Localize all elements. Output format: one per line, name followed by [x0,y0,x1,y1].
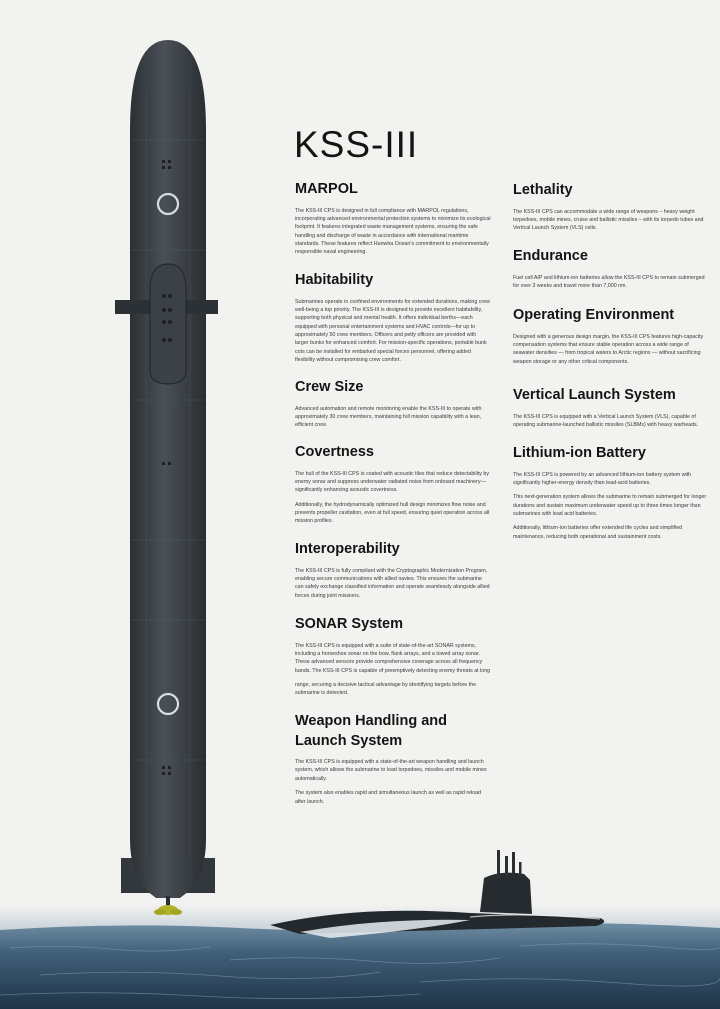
section-heading: Crew Size [295,379,364,395]
section-marpol [295,180,491,263]
section-paragraph: The KSS-III CPS is powered by an advanced lithium-ion battery system with significantly higher-energy density than lead-acid batteries. [513,471,692,486]
section-interoperability [295,540,491,606]
section-paragraph: Additionally, lithium-ion batteries offer extended life cycles and simplified maintenance, reducing both operational and sustainment costs. [513,525,683,540]
section-paragraph: The KSS-III CPS is designed in full compliance with MARPOL regulations, incorporating advanced environmental protection systems to minimize its ecological footprint. It features integrated waste management systems, ensuring the safe handling and discharge of waste in accordance with international maritime standards. These features reflect Hanwha Ocean's commitment to environmentally responsible naval engineering. [295,207,491,256]
section-paragraph: The KSS-III CPS can accommodate a wide range of weapons – heavy weight torpedoes, mobile mines, cruise and ballistic missiles – with its torpedo tubes and Vertical Launch System (VLS) cells. [513,208,704,232]
section-paragraph: The system also enables rapid and simultaneous launch as well as rapid reload after launch. [295,790,482,805]
section-covertness [295,443,491,532]
section-heading: Weapon Handling and Launch System [295,713,447,749]
section-paragraph: range, securing a decisive tactical advantage by identifying targets before the submarine is detected. [295,682,477,697]
section-weapon-handling [295,712,487,812]
section-heading: Lithium-ion Battery [513,445,646,461]
section-heading: Vertical Launch System [513,387,676,403]
section-heading: Endurance [513,248,588,264]
section-paragraph: The hull of the KSS-III CPS is coated with acoustic tiles that reduce detectability by enemy sonar and suppress underwater radiated noise from onboard machinery—significantly enhancing acoustic covertness. [295,470,490,494]
section-lethality [513,181,708,239]
section-heading: Covertness [295,444,374,460]
section-paragraph: Additionally, the hydrodynamically optimized hull design minimizes flow noise and prevents propeller cavitation, even at full speed, ensuring quiet operation across all mission profiles. [295,501,490,525]
section-paragraph: The KSS-III CPS is equipped with a suite of state-of-the-art SONAR systems, including a horseshoe sonar on the bow, flank arrays, and a towed array sonar. These advanced sensors provide comprehensive coverage across all frequency bands. The KSS-III CPS is capable of preemptively detecting enemy threats at long [295,642,491,674]
section-habitability [295,271,491,370]
propeller-icon [154,896,182,915]
section-paragraph: Designed with a generous design margin, the KSS-III CPS features high-capacity compensation systems that ensure stable operation across a wide range of seawater densities — from tropical waters to Arctic regions — without sacrificing weapon storage or any other critical components. [513,333,704,365]
section-heading: Operating Environment [513,307,675,323]
section-heading: SONAR System [295,616,403,632]
section-paragraph: The KSS-III CPS is fully compliant with the Cryptographic Modernization Program, enabling secure communications with allied navies. This ensures the submarine can safely exchange classified information and operate seamlessly alongside allied forces during joint missions. [295,567,490,599]
section-heading: MARPOL [295,181,358,197]
section-paragraph: The KSS-III CPS is equipped with a Vertical Launch System (VLS), capable of operating submarine-launched ballistic missiles (SLBMs) with heavy warheads. [513,413,699,428]
section-paragraph: This next-generation system allows the submarine to remain submerged for longer durations and sustain maximum underwater speed up to three times longer than submarines with lead acid batteries. [513,494,707,517]
section-lithium-ion-battery [513,444,708,547]
section-crew-size [295,378,491,436]
section-paragraph: Fuel cell AIP and lithium-ion batteries allow the KSS-III CPS to remain submerged for over 3 weeks and travel more than 7,000 nm. [513,274,705,289]
section-vertical-launch-system [513,386,708,435]
section-paragraph: Advanced automation and remote monitoring enable the KSS-III to operate with approximately 30 crew members, maintaining full mission capability with a lean, efficient crew. [295,405,482,429]
section-sonar-system [295,615,491,704]
section-paragraph: Submarines operate in confined environments for extended durations, making crew well-being a top priority. The KSS-III is designed to provide excellent habitability, supporting both physical and mental health. It offers individual berths—each equipped with personal entertainment systems and HVAC controls—for up to approximately 50 crew members. Officers and petty officers are provided with larger bunks for enhanced comfort. For mission-specific operations, portable bunk cots can be installed for embarked special forces personnel, offering added flexibility without compromising crew comfort. [295,298,490,364]
section-heading: Interoperability [295,541,400,557]
section-heading: Lethality [513,182,573,198]
section-endurance [513,247,708,296]
section-paragraph: The KSS-III CPS is equipped with a state-of-the-art weapon handling and launch system, which allows the submarine to load torpedoes, missiles and mobile mines automatically. [295,759,487,782]
page-title: KSS-III [294,124,419,165]
section-heading: Habitability [295,272,374,288]
section-operating-environment [513,306,708,372]
